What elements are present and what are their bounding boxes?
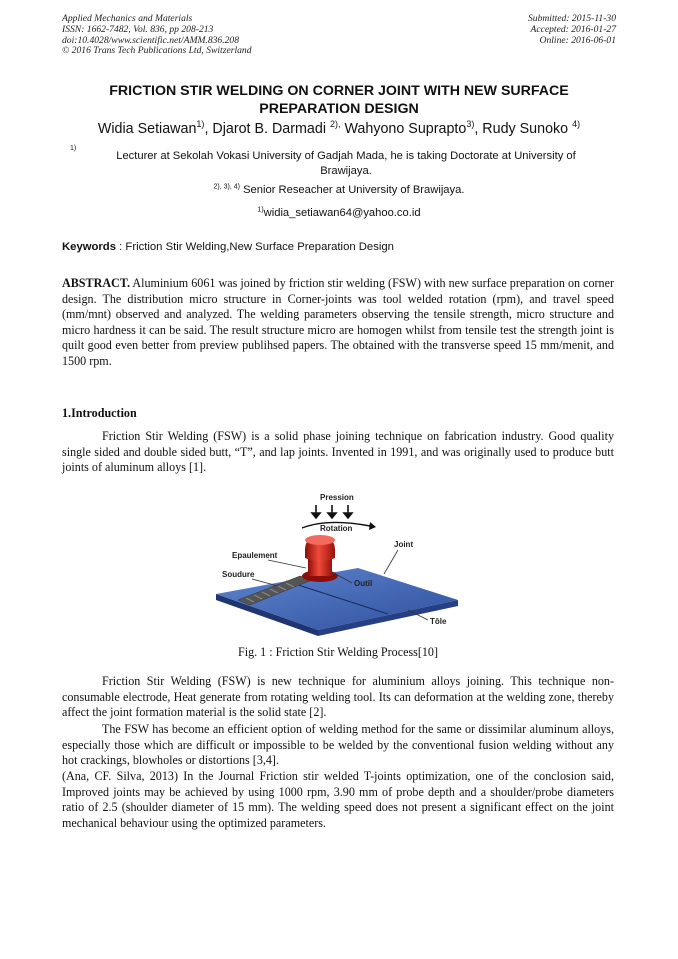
affiliation-2	[60, 183, 618, 198]
issn-line: ISSN: 1662-7482, Vol. 836, pp 208-213	[62, 23, 214, 35]
dates-header	[528, 14, 616, 46]
title-line-1: FRICTION STIR WELDING ON CORNER JOINT WITH NEW SURFACE	[109, 83, 569, 99]
tool-top	[305, 535, 335, 545]
label-rotation: Rotation	[320, 524, 353, 533]
accepted-date: Accepted: 2016-01-27	[530, 23, 616, 35]
soudure-pointer	[252, 579, 278, 586]
affiliation-2-mark: 2), 3), 4)	[213, 183, 240, 191]
copyright-line: © 2016 Trans Tech Publications Ltd, Switzerland	[62, 45, 252, 57]
doi-line: doi:10.4028/www.scientific.net/AMM.836.208	[62, 34, 240, 46]
author-list	[30, 120, 648, 138]
keywords-text: : Friction Stir Welding,New Surface Preparation Design	[116, 241, 394, 253]
figure-caption: Fig. 1 : Friction Stir Welding Process[10]	[237, 645, 439, 659]
label-soudure: Soudure	[222, 570, 255, 579]
author-1-mark: 1)	[196, 119, 205, 130]
label-epaulement: Epaulement	[232, 551, 278, 560]
abstract-paragraph	[62, 276, 614, 370]
section-heading: 1.Introduction	[62, 406, 137, 420]
pression-arrows	[312, 505, 352, 518]
author-4-mark: 4)	[572, 119, 581, 130]
author-1: Widia Setiawan	[97, 121, 197, 137]
affiliation-1-line-1: Lecturer at Sekolah Vokasi University of Gadjah Mada, he is taking Doctorate at University of	[116, 150, 576, 162]
fsw-process-figure	[208, 488, 464, 638]
online-date: Online: 2016-06-01	[539, 34, 616, 46]
affiliation-2-text: Senior Reseacher at University of Brawijaya.	[239, 184, 465, 196]
author-3: Wahyono Suprapto	[340, 121, 467, 137]
author-email	[60, 206, 618, 221]
rotation-arrow-head	[369, 522, 376, 530]
email-address: widia_setiawan64@yahoo.co.id	[263, 207, 421, 219]
author-4: , Rudy Sunoko	[474, 121, 573, 137]
abstract-label: ABSTRACT.	[62, 276, 130, 290]
label-joint: Joint	[394, 540, 414, 549]
joint-pointer	[384, 550, 398, 574]
journal-name: Applied Mechanics and Materials	[62, 13, 193, 24]
title-line-2: PREPARATION DESIGN	[259, 101, 419, 117]
keywords-line	[62, 241, 394, 253]
affiliation-1-line-2: Brawijaya.	[320, 165, 372, 177]
intro-paragraph: Friction Stir Welding (FSW) is a solid phase joining technique on fabrication industry. Good quality single sided and double sided butt, “T”, and lap joints. Invented in 1991, and was originally used to produce butt joints of aluminum alloys [1].	[62, 429, 614, 475]
keywords-label: Keywords	[62, 241, 116, 253]
paragraph-4: (Ana, CF. Silva, 2013) In the Journal Friction stir welded T-joints optimization, one of the conclosion said, Improved joints may be achieved by using 1000 rpm, 3.90 mm of probe depth and a shoulder/probe diameters ratio of 2.5 (shoulder diameter of 15 mm). The welding speed does not present a significant effect on the joint mechanical behaviour using the optimized parameters.	[62, 769, 614, 830]
submitted-date: Submitted: 2015-11-30	[527, 13, 616, 24]
label-pression: Pression	[320, 493, 354, 502]
author-2: , Djarot B. Darmadi	[204, 121, 330, 137]
paragraph-3: The FSW has become an efficient option of welding method for the same or dissimilar aluminum alloys, especially those which are difficult or impossible to be welded by the conventional fusion welding without any hot crackings, blowholes or distortions [3,4].	[62, 722, 614, 768]
journal-header	[62, 14, 252, 57]
label-outil: Outil	[354, 579, 373, 588]
epaulement-pointer	[268, 560, 306, 568]
affiliation-1: 1) Lecturer at Sekolah Vokasi University of Gadjah Mada, he is taking Doctorate at University of Brawijaya.	[70, 149, 622, 179]
abstract-text: Aluminium 6061 was joined by friction stir welding (FSW) with new surface preparation on corner design. The distribution micro structure in Corner-joints was tool welded rotation (rpm), and travel speed (mm/mnt) observed and analyzed. The welding parameters observing the tensile strength, micro structure and micro hardness it can be said. The result structure micro are homogen whilst from tensile test the strength joint is quilt good even better from preview publihsed papers. The obtained with the transverse speed 15 mm/menit, and 1500 rpm.	[62, 276, 614, 368]
author-2-mark: 2),	[329, 119, 341, 130]
paragraph-2: Friction Stir Welding (FSW) is new technique for aluminium alloys joining. This technique non-consumable electrode, Heat generate from rotating welding tool. Its can deformation at the welding zone, thereby affect the joint formation material is the solid state [2].	[62, 674, 614, 720]
email-mark: 1)	[257, 206, 264, 214]
paper-title	[40, 82, 638, 118]
label-tole: Tôle	[430, 617, 447, 626]
fsw-diagram	[208, 488, 464, 638]
author-3-mark: 3)	[466, 119, 475, 130]
